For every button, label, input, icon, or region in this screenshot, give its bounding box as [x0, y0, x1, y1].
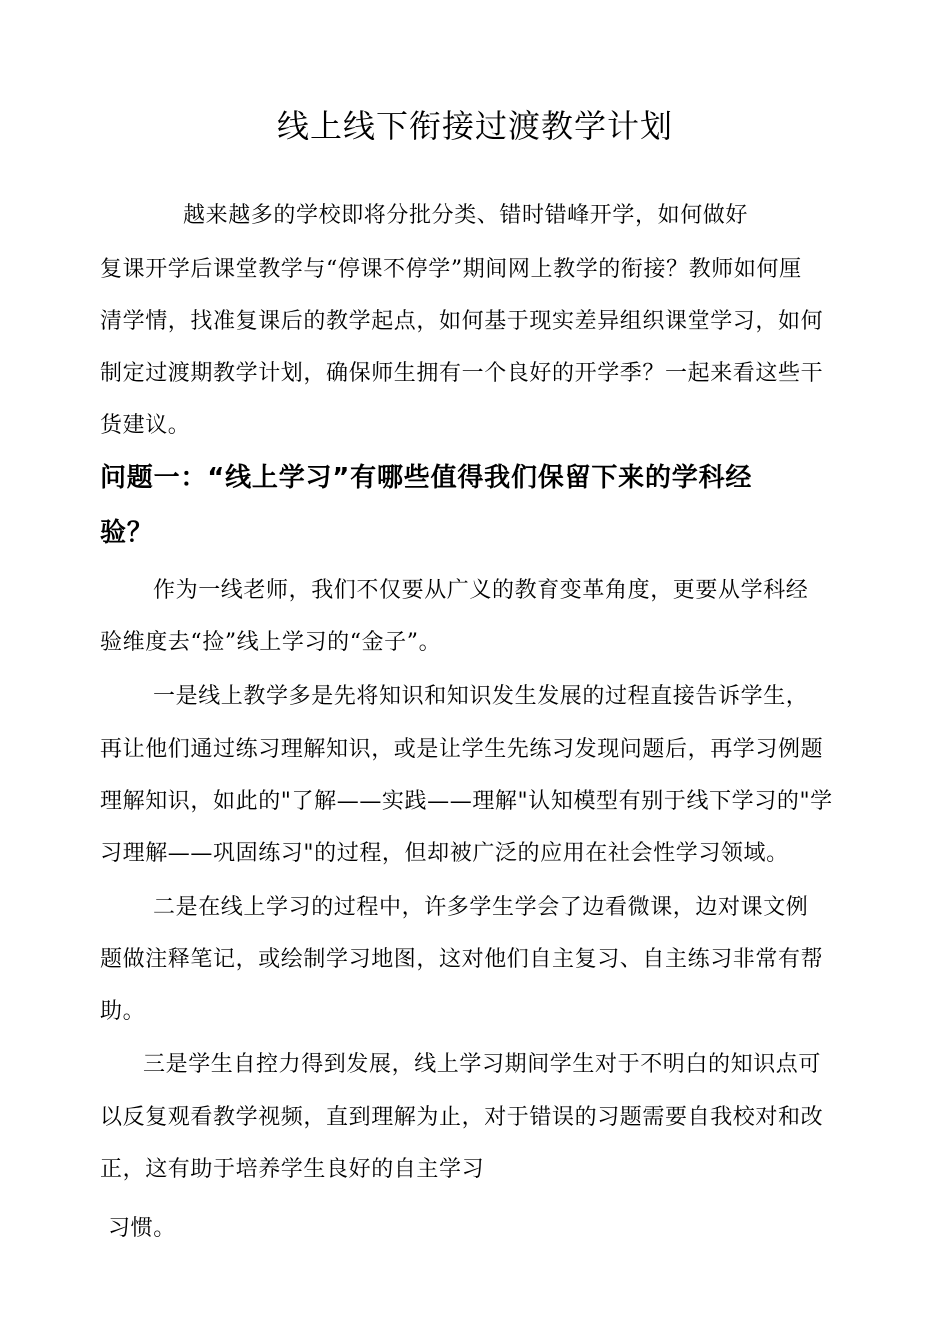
intro-line-5: 货建议。: [100, 413, 191, 438]
paragraph-2-line-1: 一是线上教学多是先将知识和知识发生发展的过程直接告诉学生，: [153, 684, 809, 709]
section-heading-line-2: 验？: [100, 518, 154, 548]
intro-line-1: 越来越多的学校即将分批分类、错时错峰开学，如何做好: [183, 203, 749, 228]
paragraph-2-line-3: 理解知识，如此的"了解——实践——理解"认知模型有别于线下学习的"学: [100, 789, 833, 814]
document-title: 线上线下衔接过渡教学计划: [276, 107, 673, 145]
paragraph-3-line-3: 助。: [100, 999, 146, 1024]
intro-line-3: 清学情，找准复课后的教学起点，如何基于现实差异组织课堂学习，如何: [100, 309, 824, 334]
intro-line-2: 复课开学后课堂教学与“停课不停学”期间网上教学的衔接？教师如何厘: [100, 257, 802, 282]
intro-line-4: 制定过渡期教学计划，确保师生拥有一个良好的开学季？一起来看这些干: [100, 361, 824, 386]
paragraph-4-line-1: 三是学生自控力得到发展，线上学习期间学生对于不明白的知识点可: [143, 1052, 822, 1077]
paragraph-2-line-2: 再让他们通过练习理解知识，或是让学生先练习发现问题后，再学习例题: [100, 737, 824, 762]
paragraph-3-line-1: 二是在线上学习的过程中，许多学生学会了边看微课，边对课文例: [153, 895, 809, 920]
paragraph-2-line-4: 习理解——巩固练习"的过程，但却被广泛的应用在社会性学习领域。: [100, 841, 789, 866]
paragraph-4-line-2: 以反复观看教学视频，直到理解为止，对于错误的习题需要自我校对和改: [100, 1105, 824, 1130]
paragraph-1-line-1: 作为一线老师，我们不仅要从广义的教育变革角度，更要从学科经: [153, 578, 809, 603]
paragraph-4-line-3: 正，这有助于培养学生良好的自主学习: [100, 1157, 485, 1182]
paragraph-3-line-2: 题做注释笔记，或绘制学习地图，这对他们自主复习、自主练习非常有帮: [100, 947, 824, 972]
paragraph-4-line-4: 习惯。: [108, 1216, 176, 1241]
paragraph-1-line-2: 验维度去“捡”线上学习的“金子”。: [100, 630, 442, 655]
section-heading-line-1: 问题一：“线上学习”有哪些值得我们保留下来的学科经: [100, 463, 753, 493]
